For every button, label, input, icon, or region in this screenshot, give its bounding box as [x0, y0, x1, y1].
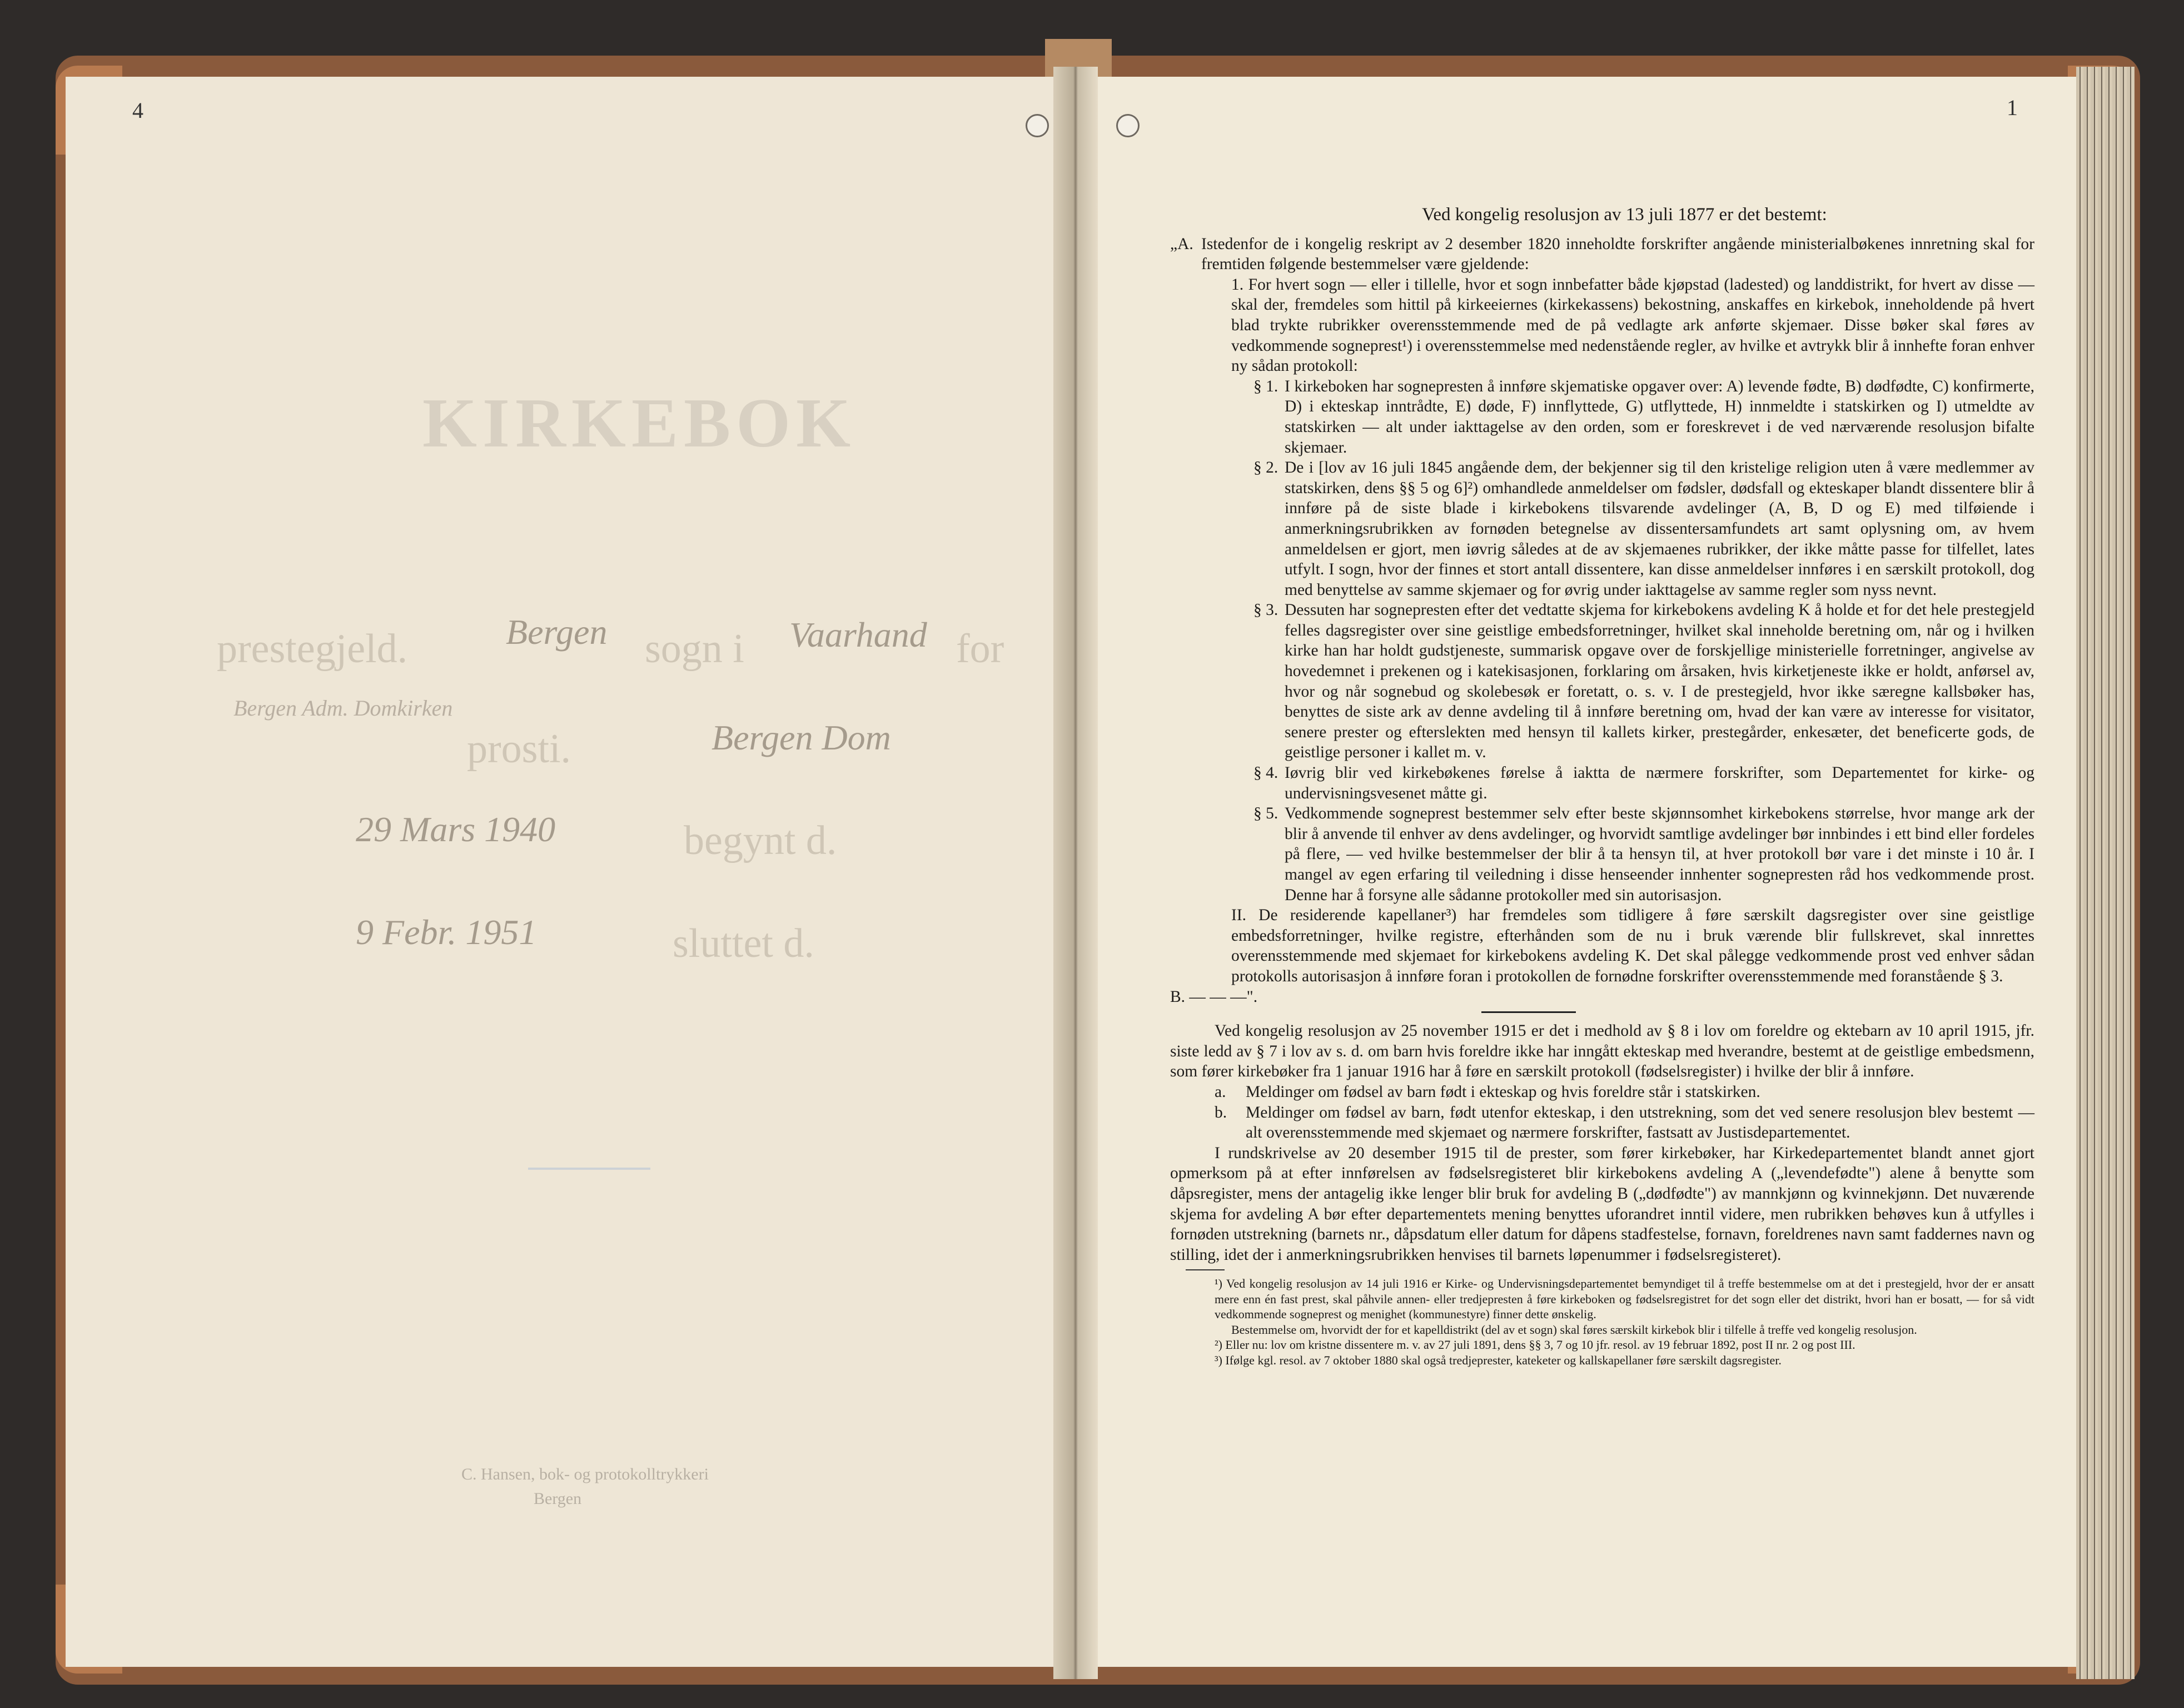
item-2: II. De residerende kapellaner³) har fremdeles som tidligere å føre særskilt dagsregister over sine geistlige embedsforretninger, hvilke registre, efterhånden som de nu i bruk værende blir fullskrevet, skal innrettes overensstemmende med skjemaet for kirkebokens avdeling K. Det skal pålegge vedkommende prost ved enhver sådan protokolls autorisasjon å innføre foran i protokollen de fornødne forskrifter overensstemmende med foranstående § 3. — [1231, 906, 2034, 985]
regulation-text — [1170, 205, 2034, 1368]
section-a-intro: Istedenfor de i kongelig reskript av 2 desember 1820 inneholdte forskrifter angående ministerialbøkenes innretning skal for fremtiden følgende bestemmelser være gjeldende: — [1201, 235, 2034, 274]
label-sluttet: sluttet d. — [673, 921, 814, 966]
printer-name: C. Hansen, bok- og protokolltrykkeri — [461, 1465, 709, 1483]
printer-city: Bergen — [534, 1489, 582, 1508]
book-gutter — [1053, 67, 1098, 1679]
handwritten-begynt-date: 29 Mars 1940 — [356, 810, 556, 849]
section-a — [1170, 234, 2034, 275]
paragraph-2-text: De i [lov av 16 juli 1845 angående dem, der bekjenner sig til den kristelige religion uten å være medlemmer av statskirken, dens §§ 5 og 6]²) omhandlede anmeldelser om fødsler, dødsfall og ekteskaper blandt dissentere blir å innføre på de siste blade i kirkebokens tilsvarende avdelinger (A, B, D og E) med tilføiende i anmerkningsrubrikken av fornøden betegnelse av dissentersamfundets art samt oplysning om, av hvem anmeldelsen er gjort, men iøvrig således at de av skjemaenes rubrikker, der ikke måtte passe for tilfellet, lates utfylt. I sogn, hvor der finnes et stort antall dissentere, kan disse anmeldelser innføres i en særskilt protokoll, dog med benyttelse av samme skjemaer og for øvrig under iakttagelse av samme regler som nyss nevnt. — [1285, 459, 2034, 599]
paragraph-5-label: § 5. — [1253, 805, 1278, 823]
label-prestegjeld: prestegjeld. — [217, 626, 408, 672]
label-begynt: begynt d. — [684, 818, 837, 863]
item-a — [1215, 1082, 2034, 1103]
handwritten-sluttet-date: 9 Febr. 1951 — [356, 912, 537, 952]
item-a-label: a. — [1215, 1083, 1226, 1101]
footnote-3: ³) Ifølge kgl. resol. av 7 oktober 1880 skal også tredjeprester, kateketer og kallskapellaner føre særskilt dagsregister. — [1215, 1353, 1782, 1367]
paragraph-2-label: § 2. — [1253, 459, 1278, 477]
paragraph-2 — [1253, 458, 2034, 600]
label-sogn-i: sogn i — [645, 626, 744, 672]
left-page-number: 4 — [132, 98, 143, 123]
binding-hole-right — [1116, 114, 1140, 137]
resolution-1915: Ved kongelig resolusjon av 25 november 1915 er det i medhold av § 8 i lov om foreldre og ektebarn av 10 april 1915, jfr. siste ledd av § 7 i lov av s. d. om barn hvis foreldre ikke har inngått ekteskap med hverandre, bestemt at de geistlige embedsmenn, som fører kirkebøker fra 1 januar 1916 har å føre en særskilt protokoll (fødselsregister) i hvilke der blir å innføre. — [1170, 1022, 2034, 1081]
printer-imprint — [461, 1462, 709, 1511]
left-page — [66, 77, 1077, 1667]
footnote-1: ¹) Ved kongelig resolusjon av 14 juli 1916 er Kirke- og Undervisningsdepartementet bemyndiget til å treffe bestemmelse om at det i prestegjeld, hvor der er ansatt mere enn én fast prest, skal påhvile annen- eller tredjepresten å føre kirkeboken og fødselsregistret for det sogn eller det distrikt, hvori han er bosatt, — for så vidt vedkommende sogneprest og menighet (kommunestyre) finner dette ønskelig. — [1215, 1277, 2034, 1322]
paragraph-1 — [1253, 376, 2034, 458]
regulation-heading: Ved kongelig resolusjon av 13 juli 1877 er det bestemt: — [1422, 205, 1827, 225]
item-b-text: Meldinger om fødsel av barn, født utenfor ekteskap, i den utstrekning, som det ved senere resolusjon blev bestemt — alt overensstemmende med skjemaet og nærmere forskrifter, fastsatt av Justisdepartementet. — [1246, 1103, 2034, 1142]
title-page-rule — [528, 1168, 650, 1170]
paragraph-4 — [1253, 763, 2034, 803]
paragraph-1-label: § 1. — [1253, 377, 1278, 395]
item-b — [1215, 1103, 2034, 1143]
paragraph-5 — [1253, 803, 2034, 905]
item-1: 1. For hvert sogn — eller i tillelle, hvor et sogn innbefatter både kjøpstad (ladested) og landdistrikt, for hvert av disse — skal der, fremdeles som hittil på kirkeeiernes (kirkekassens) bekostning, anskaffes en kirkebok, inneholdende på hvert blad trykte rubrikker overensstemmende med de på vedlagte ark anførte skjemaer. Disse bøker skal føres av vedkommende sogneprest¹) i overensstemmelse med nedenstående regler, av hvilke et avtrykk blir å innhefte foran enhver ny sådan protokoll: — [1231, 275, 2034, 375]
paragraph-3-text: Dessuten har sognepresten efter det vedtatte skjema for kirkebokens avdeling K å holde et for det hele prestegjeld felles dagsregister over sine geistlige embedsforretninger, hvilket skal inneholde beretning om, når og i hvilken kirke han har holdt gudstjeneste, summarisk opgave over de forskjellige ministerielle forretninger, angivelse av hovedemnet i prekenen og i katekisasjonen, forklaring om årsaken, hvis kirketjeneste ikke er holdt, anførsel av, hvor og når sognebud og skolebesøk er foretatt, o. s. v. I de prestegjeld, hvor ikke særegne kallsbøker has, benyttes de siste ark av denne avdeling til å innføre beretning om, hvad der kan være av interesse for visitator, senere prester og efterslekten med hensyn til kallets kirker, prestegårder, enkesæter, det beneficerte gods, de geistlige personer i kallet m. v. — [1285, 601, 2034, 762]
handwritten-sogn-name: Vaarhand — [789, 615, 927, 654]
circular-1915: I rundskrivelse av 20 desember 1915 til de prester, som fører kirkebøker, har Kirkedepartementet blandt annet gjort opmerksom på at efter innførelsen av fødselsregisteret blir kirkebokens avdeling A („levendefødte") alene å benytte som dåpsregister, mens der antagelig ikke lenger blir bruk for avdeling B („dødfødte") av mannkjønn og kvinnekjønn. Det nuværende skjema for avdeling A bør efter departementets mening benyttes uforandret inntil videre, men rubrikken behøves kun å utfylles i fornøden utstrekning (barnets nr., dåpsdatum eller datum for dåpens stadfestelse, fornavn, foreldrenes navn samt faddernes navn og stilling, idet der i anmerkningsrubrikken henvises til barnets løpenummer i fødselsregisteret). — [1170, 1144, 2034, 1264]
item-b-label: b. — [1215, 1103, 1227, 1121]
footnote-2: ²) Eller nu: lov om kristne dissentere m. v. av 27 juli 1891, dens §§ 3, 7 og 10 jfr. resol. av 19 februar 1892, post II nr. 2 og post III. — [1215, 1338, 1855, 1352]
paragraph-3-label: § 3. — [1253, 601, 1278, 619]
footnote-rule — [1186, 1269, 1225, 1270]
handwritten-prosti-name: Bergen Dom — [712, 718, 891, 757]
binding-hole-left — [1026, 114, 1049, 137]
paragraph-4-label: § 4. — [1253, 764, 1278, 782]
section-a-label: „A. — [1170, 235, 1193, 253]
handwritten-margin-note: Bergen Adm. Domkirken — [233, 696, 453, 721]
item-a-text: Meldinger om fødsel av barn født i ekteskap og hvis foreldre står i statskirken. — [1246, 1083, 1760, 1101]
paragraph-1-text: I kirkeboken har sognepresten å innføre skjematiske opgaver over: A) levende fødte, B) dødfødte, C) konfirmerte, D) i ekteskap inntrådte, E) døde, F) innflyttede, G) utflyttede, H) innmeldte i statskirken og I) utmeldte av statskirken — alt under iakttagelse av den orden, som er foreskrevet i de ved nærværende resolusjon bifalte skjemaer. — [1285, 377, 2034, 456]
page-edges — [2076, 67, 2135, 1679]
label-for: for — [956, 626, 1004, 672]
label-prosti: prosti. — [467, 726, 571, 772]
handwritten-prestegjeld-name: Bergen — [506, 612, 608, 652]
footnote-1-continued: Bestemmelse om, hvorvidt der for et kapelldistrikt (del av et sogn) skal føres særskilt kirkebok blir i tilfelle å treffe ved kongelig resolusjon. — [1231, 1322, 1917, 1337]
paragraph-5-text: Vedkommende sogneprest bestemmer selv efter beste skjønnsomhet kirkebokens størrelse, hvor mange ark der blir å anvende til enhver av dens avdelinger, og hvorvidt samtlige avdelinger bør innbindes i ett bind eller fordeles på flere, — ved hvilke bestemmelser der blir å ta hensyn til, at hver protokoll bør vare i det minste i 10 år. I mangel av egen erfaring til veiledning i disse henseender innhenter sognepresten råd hos vedkommende prost. Denne har å forsyne alle sådanne protokoller med sin autorisasjon. — [1285, 805, 2034, 904]
paragraph-3 — [1253, 600, 2034, 763]
right-page-number: 1 — [2007, 95, 2018, 120]
section-b: B. — — —". — [1170, 987, 1258, 1006]
book-title: KIRKEBOK — [422, 385, 857, 462]
section-separator — [1481, 1011, 1576, 1013]
paragraph-4-text: Iøvrig blir ved kirkebøkenes førelse å iaktta de nærmere forskrifter, som Departementet for kirke- og undervisningsvesenet måtte gi. — [1285, 764, 2034, 802]
